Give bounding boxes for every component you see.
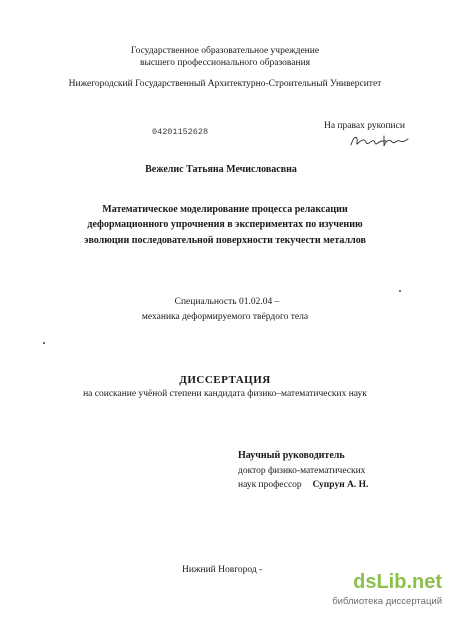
university-name: Нижегородский Государственный Архитектурно-Строительный Университет [68, 79, 382, 89]
scan-speck [43, 342, 45, 344]
degree-subtitle: на соискание учёной степени кандидата физико–математических наук [83, 389, 367, 399]
specialty-name: механика деформируемого твёрдого тела [141, 312, 309, 322]
thesis-title-line-2: деформационного упрочнения в экспериментах по изучению [87, 219, 363, 230]
institution-type: Государственное образовательное учреждение [130, 46, 320, 56]
author-name: Вежелис Татьяна Мечисловасвна [145, 164, 297, 175]
supervisor-degree: доктор физико-математических [238, 466, 366, 476]
dslib-watermark [324, 572, 442, 612]
thesis-title-line-3: эволюции последовательной поверхности текучести металлов [84, 235, 366, 246]
city-name: Нижний Новгород - [182, 565, 263, 575]
supervisor-title: наук профессор [238, 480, 302, 490]
thesis-title-line-1: Математическое моделирование процесса релаксации [102, 204, 348, 215]
document-number: 04201152628 [152, 127, 209, 137]
institution-level: высшего профессионального образования [139, 58, 311, 68]
supervisor-name: Супрун А. Н. [312, 480, 369, 490]
scan-speck [399, 290, 401, 292]
supervisor-title-row [238, 481, 368, 491]
handwritten-signature [348, 133, 410, 149]
watermark-subtitle: библиотека диссертаций [332, 596, 442, 607]
specialty-code: Специальность 01.02.04 – [174, 297, 280, 307]
manuscript-rights-label: На правах рукописи [324, 121, 405, 131]
supervisor-heading: Научный руководитель [238, 450, 345, 461]
watermark-brand: dsLib.net [353, 571, 442, 593]
dissertation-heading: ДИССЕРТАЦИЯ [179, 374, 271, 386]
